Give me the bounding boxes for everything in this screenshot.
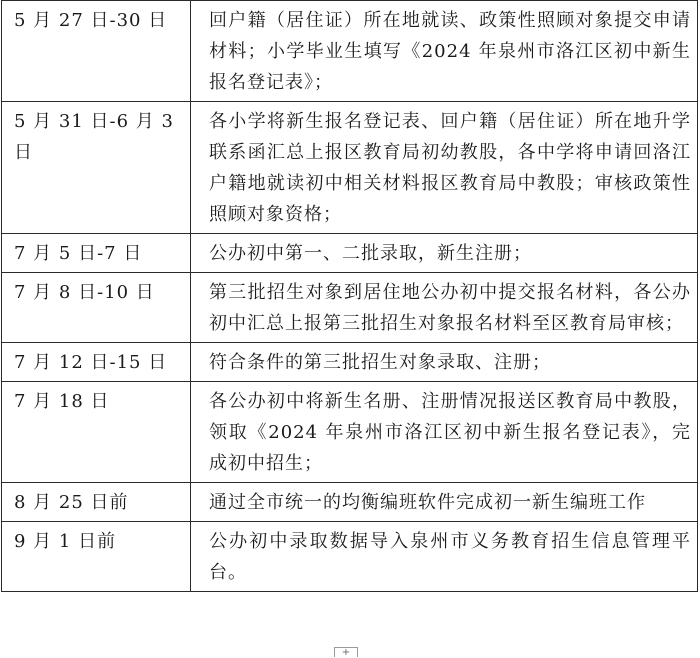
task-cell: 第三批招生对象到居住地公办初中提交报名材料，各公办初中汇总上报第三批招生对象报名材料至区教育局审核； <box>191 273 698 343</box>
task-cell: 各公办初中将新生名册、注册情况报送区教育局中教股，领取《2024 年泉州市洛江区初中新生报名登记表》，完成初中招生； <box>191 382 698 483</box>
table-row <box>2 522 698 592</box>
task-cell: 公办初中录取数据导入泉州市义务教育招生信息管理平台。 <box>191 522 698 592</box>
table-row <box>2 483 698 522</box>
table-row <box>2 234 698 273</box>
task-cell: 通过全市统一的均衡编班软件完成初一新生编班工作 <box>191 483 698 522</box>
table-row <box>2 102 698 234</box>
schedule-table <box>1 0 698 592</box>
date-cell: 9 月 1 日前 <box>2 522 191 592</box>
table-row <box>2 273 698 343</box>
date-cell: 7 月 12 日-15 日 <box>2 343 191 382</box>
table-row <box>2 343 698 382</box>
table-row <box>2 1 698 102</box>
task-cell: 回户籍（居住证）所在地就读、政策性照顾对象提交申请材料；小学毕业生填写《2024 年泉州市洛江区初中新生报名登记表》； <box>191 1 698 102</box>
date-cell: 5 月 27 日-30 日 <box>2 1 191 102</box>
task-cell: 各小学将新生报名登记表、回户籍（居住证）所在地升学联系函汇总上报区教育局初幼教股，各中学将申请回洛江户籍地就读初中相关材料报区教育局中教股；审核政策性照顾对象资格； <box>191 102 698 234</box>
date-cell: 7 月 18 日 <box>2 382 191 483</box>
date-cell: 5 月 31 日-6 月 3 日 <box>2 102 191 234</box>
table-move-handle[interactable]: + <box>334 647 358 657</box>
date-cell: 8 月 25 日前 <box>2 483 191 522</box>
task-cell: 符合条件的第三批招生对象录取、注册； <box>191 343 698 382</box>
task-cell: 公办初中第一、二批录取，新生注册； <box>191 234 698 273</box>
table-row <box>2 382 698 483</box>
date-cell: 7 月 5 日-7 日 <box>2 234 191 273</box>
date-cell: 7 月 8 日-10 日 <box>2 273 191 343</box>
